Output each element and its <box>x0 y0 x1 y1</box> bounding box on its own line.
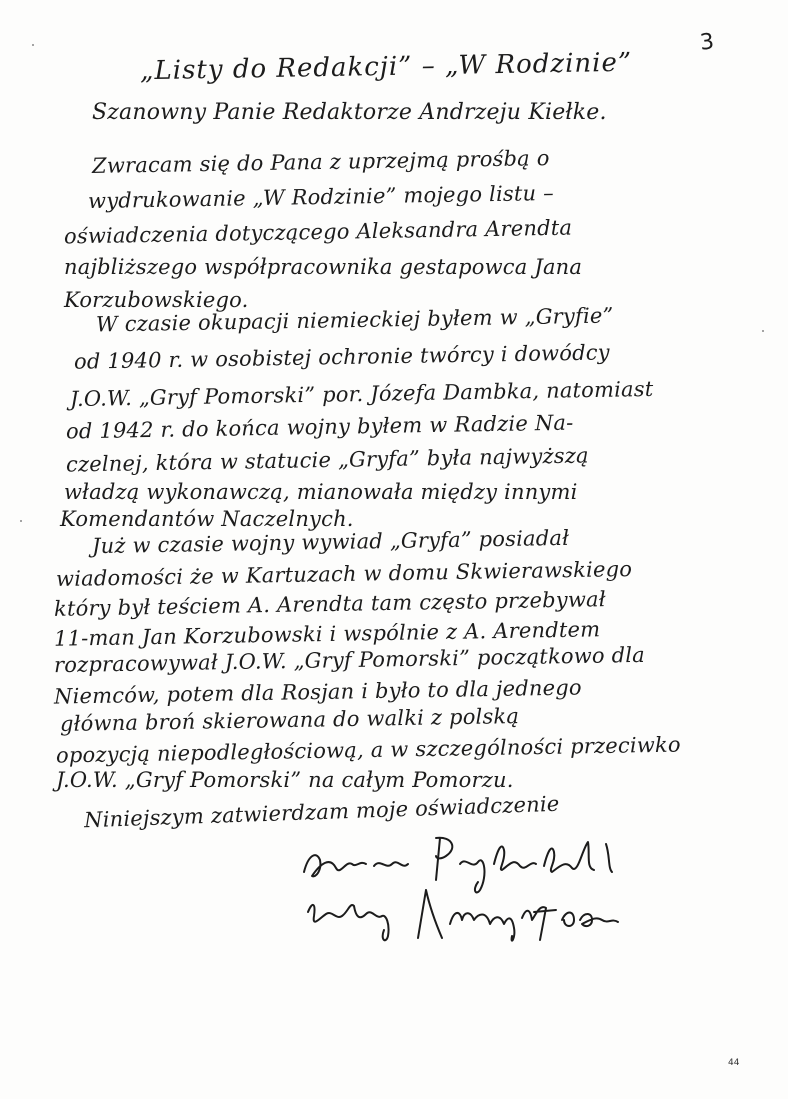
letter-line: czelnej, która w statucie „Gryfa” była najwyższą <box>65 443 589 477</box>
scan-speck <box>762 330 764 332</box>
letter-line: oświadczenia dotyczącego Aleksandra Arendta <box>63 215 573 249</box>
footer-mark: 44 <box>728 1058 740 1068</box>
scan-speck <box>20 520 22 522</box>
letter-line: od 1940 r. w osobistej ochronie twórcy i dowódcy <box>73 340 610 374</box>
letter-line: wydrukowanie „W Rodzinie” mojego listu – <box>87 180 554 214</box>
letter-line: wiadomości że w Kartuzach w domu Skwierawskiego <box>55 556 633 592</box>
letter-line: najbliższego współpracownika gestapowca Jana <box>64 255 583 279</box>
letter-line: opozycją niepodległościową, a w szczególności przeciwko <box>55 732 681 768</box>
scan-speck <box>32 44 34 46</box>
letter-line: Już w czasie wojny wywiad „Gryfa” posiadał <box>91 525 570 559</box>
letter-line: Zwracam się do Pana z uprzejmą prośbą o <box>91 146 550 178</box>
letter-line: Niemców, potem dla Rosjan i było to dla jednego <box>53 675 582 709</box>
letter-line: który był teściem A. Arendta tam często przebywał <box>53 587 606 621</box>
letter-line: Niniejszym zatwierdzam moje oświadczenie <box>83 791 560 833</box>
letter-header: „Listy do Redakcji” – „W Rodzinie” <box>139 47 633 87</box>
handwritten-signature <box>290 820 670 960</box>
letter-line: Komendantów Naczelnych. <box>60 507 354 531</box>
salutation: Szanowny Panie Redaktorze Andrzeju Kiełke. <box>92 100 607 125</box>
letter-line: główna broń skierowana do walki z polską <box>59 703 520 737</box>
letter-line: 11-man Jan Korzubowski i wspólnie z A. Arendtem <box>53 617 601 651</box>
letter-line: rozpracowywał J.O.W. „Gryf Pomorski” początkowo dla <box>53 642 646 678</box>
letter-line: od 1942 r. do końca wojny byłem w Radzie Na- <box>65 410 574 444</box>
letter-line: J.O.W. „Gryf Pomorski” por. Józefa Dambka, natomiast <box>69 376 654 412</box>
letter-line: J.O.W. „Gryf Pomorski” na całym Pomorzu. <box>56 768 514 792</box>
letter-line: W czasie okupacji niemieckiej byłem w „Gryfie” <box>95 303 614 337</box>
page-number: 3 <box>698 29 716 56</box>
letter-line: Korzubowskiego. <box>64 288 249 312</box>
letter-line: władzą wykonawczą, mianowała między innymi <box>64 480 578 504</box>
